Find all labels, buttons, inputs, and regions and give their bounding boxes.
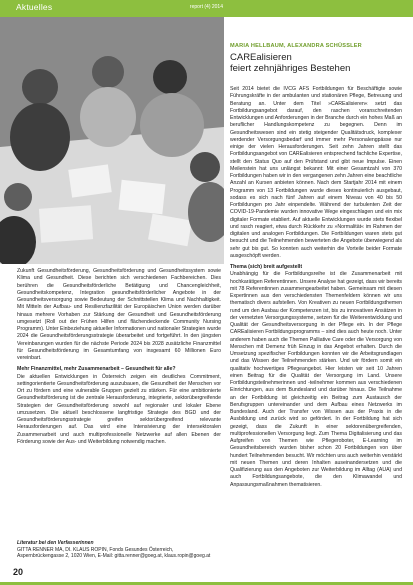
article-photo bbox=[0, 17, 224, 264]
author-footer bbox=[17, 540, 217, 560]
page-number: 20 bbox=[13, 567, 24, 577]
literature-note: Literatur bei den Verfasserinnen bbox=[17, 540, 94, 546]
paragraph: Zukunft Gesundheitsförderung, Gesundheitsförderung und Gesundheitssystem sowie Klima und Gesundheit. Diese berichten sich verschiedenen Fachbereichen. Dies berühren die Gesundheitsförderliche Betätigung und Chancengleichheit, Gesundheitskompetenz, Integration gesundheitsförderlicher Angebote in der Gesundheitsversorgung sowie Bedeutung der Schnittstellen Klima und Nachhaltigkeit. Mit Mitteln der Aufbau- und Resilienzfazilität der Europäischen Union werden darüber hinaus mehrere Vorhaben zur Stärkung der Gesundheit und Gesundheitsförderung umgesetzt (Roll out der Frühen Hilfen und flächendeckende Community Nursing Programm). Unter Einbeziehung aktueller Informationen und nationaler Strategien wurde 2024 die Gesundheitsförderungsstrategie überarbeitet und fortgeführt. In den jüngsten Vereinbarungen wurden für die nächste Periode 2024 bis 2028 zusätzliche Finanzmittel für Gesundheitsförderung im Gesamtumfang von insgesamt 60 Millionen Euro vereinbart. bbox=[17, 268, 221, 361]
article-title-line-2: feiert zehnjähriges Bestehen bbox=[230, 63, 351, 74]
issue-label: report (4) 2014 bbox=[189, 4, 223, 10]
paragraph: Seit 2014 bietet die IVCG AFS Fortbildungen für Beschäftigte sowie Führungskräfte in der ambulanten und stationären Pflege, Betreuung und Beratung an. Unter dem Titel »CAREalisieren« setzt das Fortbildungsangebot darauf, den raschen voranschreitenden Entwicklungen und Anforderungen in der Branche durch ein hohes Maß an beruflicher Handlungskompetenz zu begegnen. Denn im Gesundheitswesen sind ein stetig steigender Qualitätsdruck, komplexer werdender Versorgungsbedarf und immer mehr Personalengpässe nur einige der vielen Herausforderungen. Seit zehn Jahren stellt das Fortbildungsangebot von CAREalisieren entsprechend fachliche Expertise, stellt den Status Quo auf den Prüfstand und gibt neue Impulse. Einen Meilenstein hat uns unlängst bekannt: Mit einer Gesamtzahl von 370 Fortbildungen haben wir in den vergangenen zehn Jahren eine beachtliche Anzahl an Kursen anbieten können. Nach dem Startjahr 2014 mit einem Programm von 13 Fortbildungen wurde dieses kontinuierlich ausgebaut, sodass es sich nach fünf Jahren auf einem Niveau von 40 bis 50 Fortbildungen pro Jahr einpendelte. Während der turbulenten Zeit der COVID-19-Pandemie wurden innovative Wege eingeschlagen und ein mix digitaler Formate etabliert. Auf aktuelle Entwicklungen wurde stets flexibel und rasch reagiert, etwa durch Rückkehr zu »Normalität« im Rahmen der digitalen und analogen Fortbildungen. Die Fortbildungen waren stets gut besucht und die Teilnehmenden bewerteten die Angebote überwiegend als sehr gut bis gut. So konnten auch weiterhin die Vorteile beider Formate ausgeschöpft werden. bbox=[230, 86, 402, 259]
article-authors: MARIA HELLBAUM, ALEXANDRA SCHÜSSLER bbox=[230, 43, 362, 49]
author-contact: GITTA RENNER MA, DI. KLAUS ROPIN, Fonds Gesundes Österreich, Aspernbrückengasse 2, 1020 Wien, E-Mail: gitta.renner@goeg.at, klaus.ropin@goeg.at bbox=[17, 546, 211, 559]
workshop-photo-illustration bbox=[0, 17, 224, 264]
subheading: Thema (sich) breit aufgestellt bbox=[230, 264, 303, 270]
paragraph: Unabhängig für die Fortbildungsreihe ist die Zusammenarbeit mit hochkarätigen Referentinnen. Unsere Analyse hat gezeigt, dass wir bereits mit 78 Referentinnen zusammengearbeitet haben. Gemeinsam mit diesen Expertinnen aus den verschiedensten Themenfeldern können wir uns thematisch divers aufstellen. Von Kreativen zu neuen Fortbildungsthemen rund um den Ausbau der Kompetenzen ist, bis zu innovativen Ansätzen in der vernetzten Versorgungssysteme, setzen für die Weiterentwicklung und Qualität der Gesundheitsversorgung in der Pflege ein. In der Pflege CAREalisieren Fortbildungsprogramms – sind dies auch heute noch. Unter anderem haben auch die Themen Palliative Care oder die Versorgung von Menschen mit Demenz früh Einzug in das Angebot erhalten. Durch die Umsetzung spezifischer Fortbildungen konnten wir die Arbeitsgrundlagen und das Wissen der Teilnehmenden stärken. Und wir fördern somit ein qualitativ hochwertiges Pflegeangebot. Hier leisten wir seit 10 Jahren einen Beitrag für die Qualität der Versorgung im Land. Unsere Fortbildungsteilnehmerinnen und -teilnehmer kommen aus verschiedenen Einrichtungen, aus dem Bundesland und darüber hinaus. Die Teilnahme an der Fortbildung ist gleichzeitig ein Beitrag zum Austausch der Berufsgruppen untereinander und dem Aufbau eines Netzwerks im Bundesland. Auch der Transfer von Wissen aus der Praxis in die Ausbildung und zurück wird so gefördert. In der Fortbildung hat sich gezeigt, dass die Zukunft in einer sektorenübergreifenden, multiprofessionellen Versorgung liegt. Zum Thema Digitalisierung und das Aufgreifen von Themen wie Pflegeroboter, E-Learning im Gesundheitsbereich wurden bisher schon 20 Fortbildungen von über hundert Teilnehmenden besucht. Wir möchten uns auch weiterhin verstärkt mit neuen Themen und deren Inhalten auseinandersetzen und die Qualifizierung aus den Angeboten zur Weiterbildung im Alltag (AUA) und auch Fortbildungsangebote, die den Klimawandel und Anpassungsmaßnahmen thematisieren. bbox=[230, 271, 402, 488]
section-header-bar bbox=[0, 0, 413, 17]
article-title bbox=[230, 52, 405, 74]
article-title-line-1: CAREalisieren bbox=[230, 52, 292, 63]
subheading: Mehr Finanzmittel, mehr Zusammenarbeit – Gesundheit für alle? bbox=[17, 366, 176, 373]
right-column bbox=[230, 86, 402, 526]
left-column bbox=[17, 268, 221, 536]
paragraph: Die aktuellen Entwicklungen in Österreich zeigen ein deutliches Commitment, settingorientierte Gesundheitsförderung auszubauen, die Gesundheit der Menschen vor Ort zu fördern und eine vulnerable Gruppen gezielt zu stärken. Für eine ambitionierte Gesundheitsförderung ist die zentrale Herausforderung, integrierte, sektorübergreifende Strategien der Gesundheitsförderung sowohl auf regionaler und lokaler Ebene umzusetzen. Die aktuell beschlossene langfristige Strategie des BGD und der Gesundheitsförderungsstrategie greifen sektorübergreifend relevante Herausforderungen auf. Das wird eine Intensivierung der intersektoralen Zusammenarbeit und auch multiprofessionelle Netzwerke auf allen Ebenen der Förderung sowie der Aus- und Weiterbildung notwendig machen. bbox=[17, 373, 221, 445]
section-title: Aktuelles bbox=[16, 2, 53, 12]
